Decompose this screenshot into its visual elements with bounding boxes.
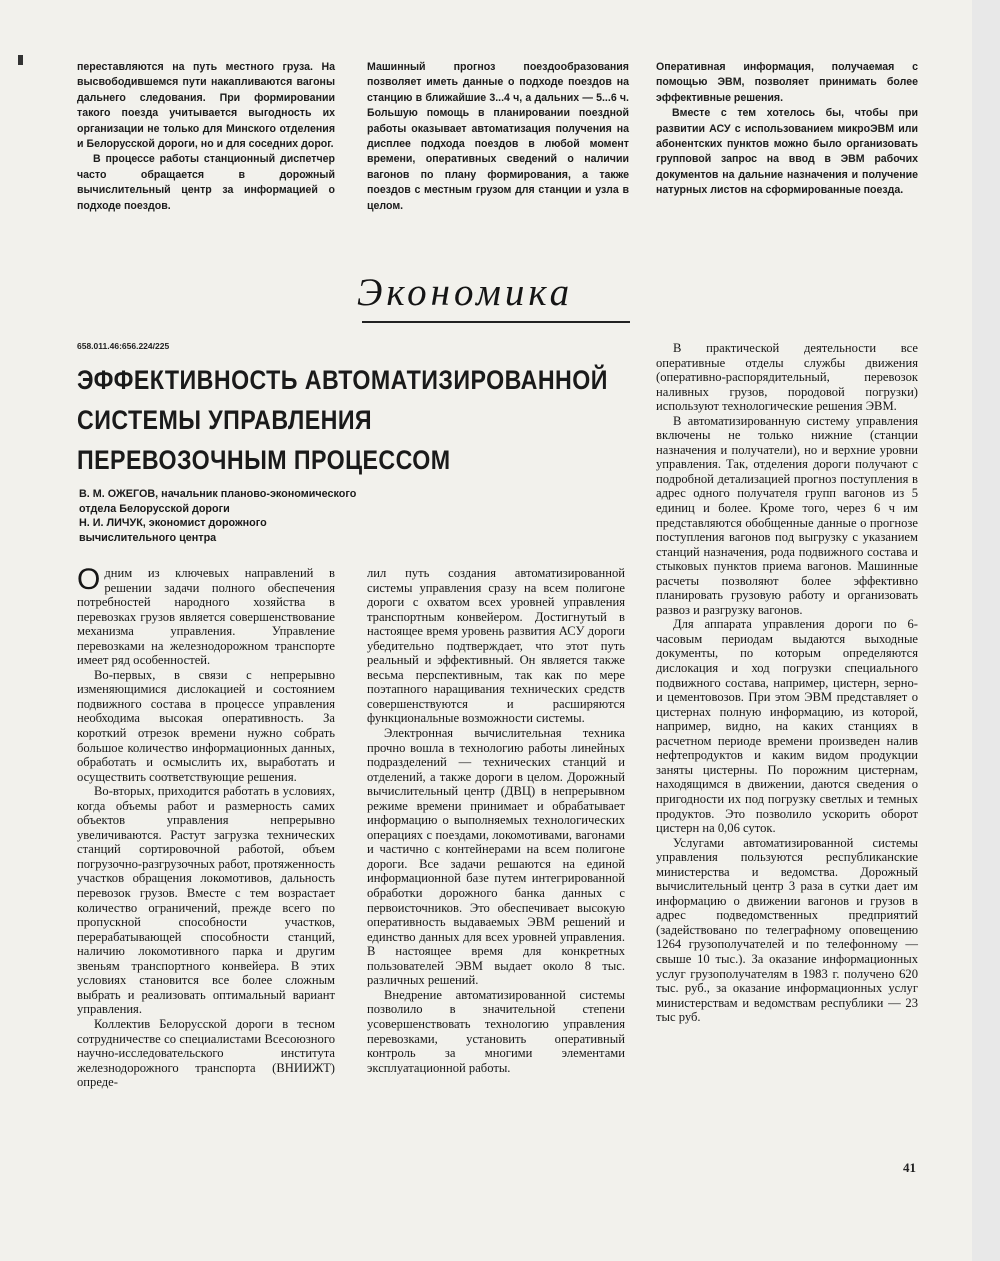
headline-line: ПЕРЕВОЗОЧНЫМ ПРОЦЕССОМ bbox=[77, 445, 451, 475]
author-line: вычислительного центра bbox=[79, 531, 217, 544]
section-divider bbox=[362, 321, 630, 323]
paragraph: Вместе с тем хотелось бы, чтобы при развитии АСУ с использованием микроЭВМ или абонентских пунктов можно было организовать групповой запрос на ввод в ЭВМ рабочих документов на дальние назначения и получение натурных листов на сформированные поезда. bbox=[656, 107, 918, 197]
paragraph: Во-вторых, приходится работать в условиях, когда объемы работ и размерность самих объектов управления непрерывно увеличиваются. Растут загрузка технических станций сортировочной работой, объем погрузочно-разгрузочных работ, протяженность участков обращения локомотивов, дальность перевозок грузов. Вместе с тем возрастает количество ограничений, прежде всего по пропускной способности участков, перерабатывающей способности станций, наличию локомотивного парка и другим звеньям транспортного конвейера. В этих условиях становится все более сложным выбрать и реализовать оптимальный вариант управления. bbox=[77, 784, 335, 1017]
headline-line: ЭФФЕКТИВНОСТЬ АВТОМАТИЗИРОВАННОЙ bbox=[77, 365, 608, 395]
headline-line: СИСТЕМЫ УПРАВЛЕНИЯ bbox=[77, 405, 373, 435]
paragraph: В практической деятельности все оперативные отделы службы движения (оперативно-распорядительный, перевозок наливных грузов, породовой погрузки) используют технологические решения ЭВМ. bbox=[656, 341, 918, 414]
paragraph: переставляются на путь местного груза. На высвободившемся пути накапливаются вагоны дальнего следования. При формировании такого поезда учитывается выгодность их организации не только для Минского отделения и Белорусской дороги, но и для соседних дорог. bbox=[77, 61, 335, 151]
paragraph bbox=[77, 563, 335, 668]
author-line: отдела Белорусской дороги bbox=[79, 502, 230, 515]
article-headline bbox=[77, 360, 608, 480]
paragraph: Машинный прогноз поездообразования позволяет иметь данные о подходе поездов на станцию в ближайшие 3...4 ч, а дальних — 5...6 ч. Большую помощь в планировании поездной работы оказывает автоматизация получения на дисплее подхода поездов в любой момент времени, оперативных сведений о наличии вагонов по плану формирования, а также поездов с местным грузом для станции и узла в целом. bbox=[367, 61, 629, 212]
drop-cap: О bbox=[77, 563, 101, 596]
paragraph: В автоматизированную систему управления включены не только нижние (станции назначения и получатели), но и верхние уровни управления. Так, отделения дороги получают с подробной детализацией прогноз поступления в адрес одного получателя групп вагонов из 5 единиц и более. Кроме того, через 6 ч им представляются обобщенные данные о прогнозе поступления вагонов под выгрузку с указанием станций назначения, рода подвижного состава и стыковых пунктов приема вагонов. Машинные расчеты позволяют более эффективно планировать грузовую работу и организовать развоз и разгрузку вагонов. bbox=[656, 413, 918, 617]
author-line: В. М. ОЖЕГОВ, начальник планово-экономического bbox=[79, 488, 357, 500]
section-title: Экономика bbox=[356, 271, 574, 314]
paragraph: В процессе работы станционный диспетчер часто обращается в дорожный вычислительный центр за информацией о подходе поездов. bbox=[77, 153, 335, 212]
paragraph: Электронная вычислительная техника прочно вошла в технологию работы линейных подразделений — технических станций и отделений, а также дороги в целом. Дорожный вычислительный центр (ДВЦ) в непрерывном режиме времени принимает и обрабатывает информацию о выполняемых технологических операциях с поездами, локомотивами, вагонами и частично с контейнерами на всем полигоне дороги. Все задачи решаются на единой информационной базе путем интегрированной обработки дорожного банка данных с первоисточников. Это обеспечивает высокую оперативность выдаваемых ЭВМ решений и единство данных для всех уровней управления. В настоящее время для конкретных пользователей ЭВМ выдает около 8 тыс. различных решений. bbox=[367, 726, 625, 988]
paragraph: Коллектив Белорусской дороги в тесном сотрудничестве со специалистами Всесоюзного научно-исследовательского института железнодорожного транспорта (ВНИИЖТ) опреде- bbox=[77, 1016, 335, 1090]
paragraph: Внедрение автоматизированной системы позволило в значительной степени усовершенствовать технологию управления перевозками, установить оперативный контроль за многими элементами эксплуатационной работы. bbox=[367, 987, 625, 1075]
margin-mark bbox=[18, 55, 23, 65]
paragraph: Для аппарата управления дороги по 6-часовым периодам выдаются выходные документы, по которым определяются дислокация и ход погрузки специального подвижного состава, например, цистерн, зерно- и цементовозов. При этом ЭВМ представляет о цистернах полную информацию, из которой, например, видно, на каких станциях в расчетном периоде времени произведен налив нефтепродуктов и каким видом продукции заняты цистерны. По порожним цистернам, находящимся в движении, даются сведения о пригодности их под погрузку светлых и темных продуктов. Это позволило ускорить оборот цистерн на 0,06 суток. bbox=[656, 617, 918, 836]
body-column-1 bbox=[77, 563, 335, 1090]
author-line: Н. И. ЛИЧУК, экономист дорожного bbox=[79, 517, 267, 529]
paragraph: лил путь создания автоматизированной системы управления сразу на всем полигоне дороги с охватом всех уровней управления транспортным конвейером. Достигнутый в настоящее время уровень развития АСУ дороги убедительно подтверждает, что этот путь реальный и эффективный. Он является также весьма перспективным, так как по мере поэтапного наращивания технических средств совершенствуются и расширяются функциональные возможности системы. bbox=[367, 566, 625, 726]
body-column-2 bbox=[367, 566, 625, 1075]
top-column-1 bbox=[77, 60, 335, 214]
udc-code: 658.011.46:656.224/225 bbox=[77, 341, 170, 351]
paragraph: Оперативная информация, получаемая с помощью ЭВМ, позволяет принимать более эффективные решения. bbox=[656, 61, 918, 104]
top-column-3 bbox=[656, 60, 918, 199]
paragraph: Услугами автоматизированной системы управления пользуются республиканские министерства и ведомства. Дорожный вычислительный центр 3 раза в сутки дает им информацию о движении вагонов и грузов в адрес подведомственных предприятий (задействовано по телеграфному оповещению 1264 грузополучателей и по телефонному — свыше 10 тыс.). За оказание информационных услуг грузополучателям в 1983 г. получено 620 тыс. руб., за оказание информационных услуг министерствам и ведомствам республики — 23 тыс руб. bbox=[656, 835, 918, 1025]
top-column-2 bbox=[367, 60, 629, 214]
page-number: 41 bbox=[903, 1160, 916, 1175]
paragraph-text: дним из ключевых направлений в решении задачи полного обеспечения потребностей народного хозяйства в перевозках грузов является совершенствование механизма управления. Управление перевозками на железнодорожном транспорте имеет ряд особенностей. bbox=[77, 566, 335, 668]
paragraph: Во-первых, в связи с непрерывно изменяющимися дислокацией и состоянием подвижного состава в процессе управления необходима высокая оперативность. За короткий отрезок времени нужно собрать большое количество информационных данных, обработать и осмыслить их, выработать и осуществить соответствующие решения. bbox=[77, 667, 335, 784]
article-authors bbox=[79, 487, 639, 545]
body-column-3 bbox=[656, 341, 918, 1025]
